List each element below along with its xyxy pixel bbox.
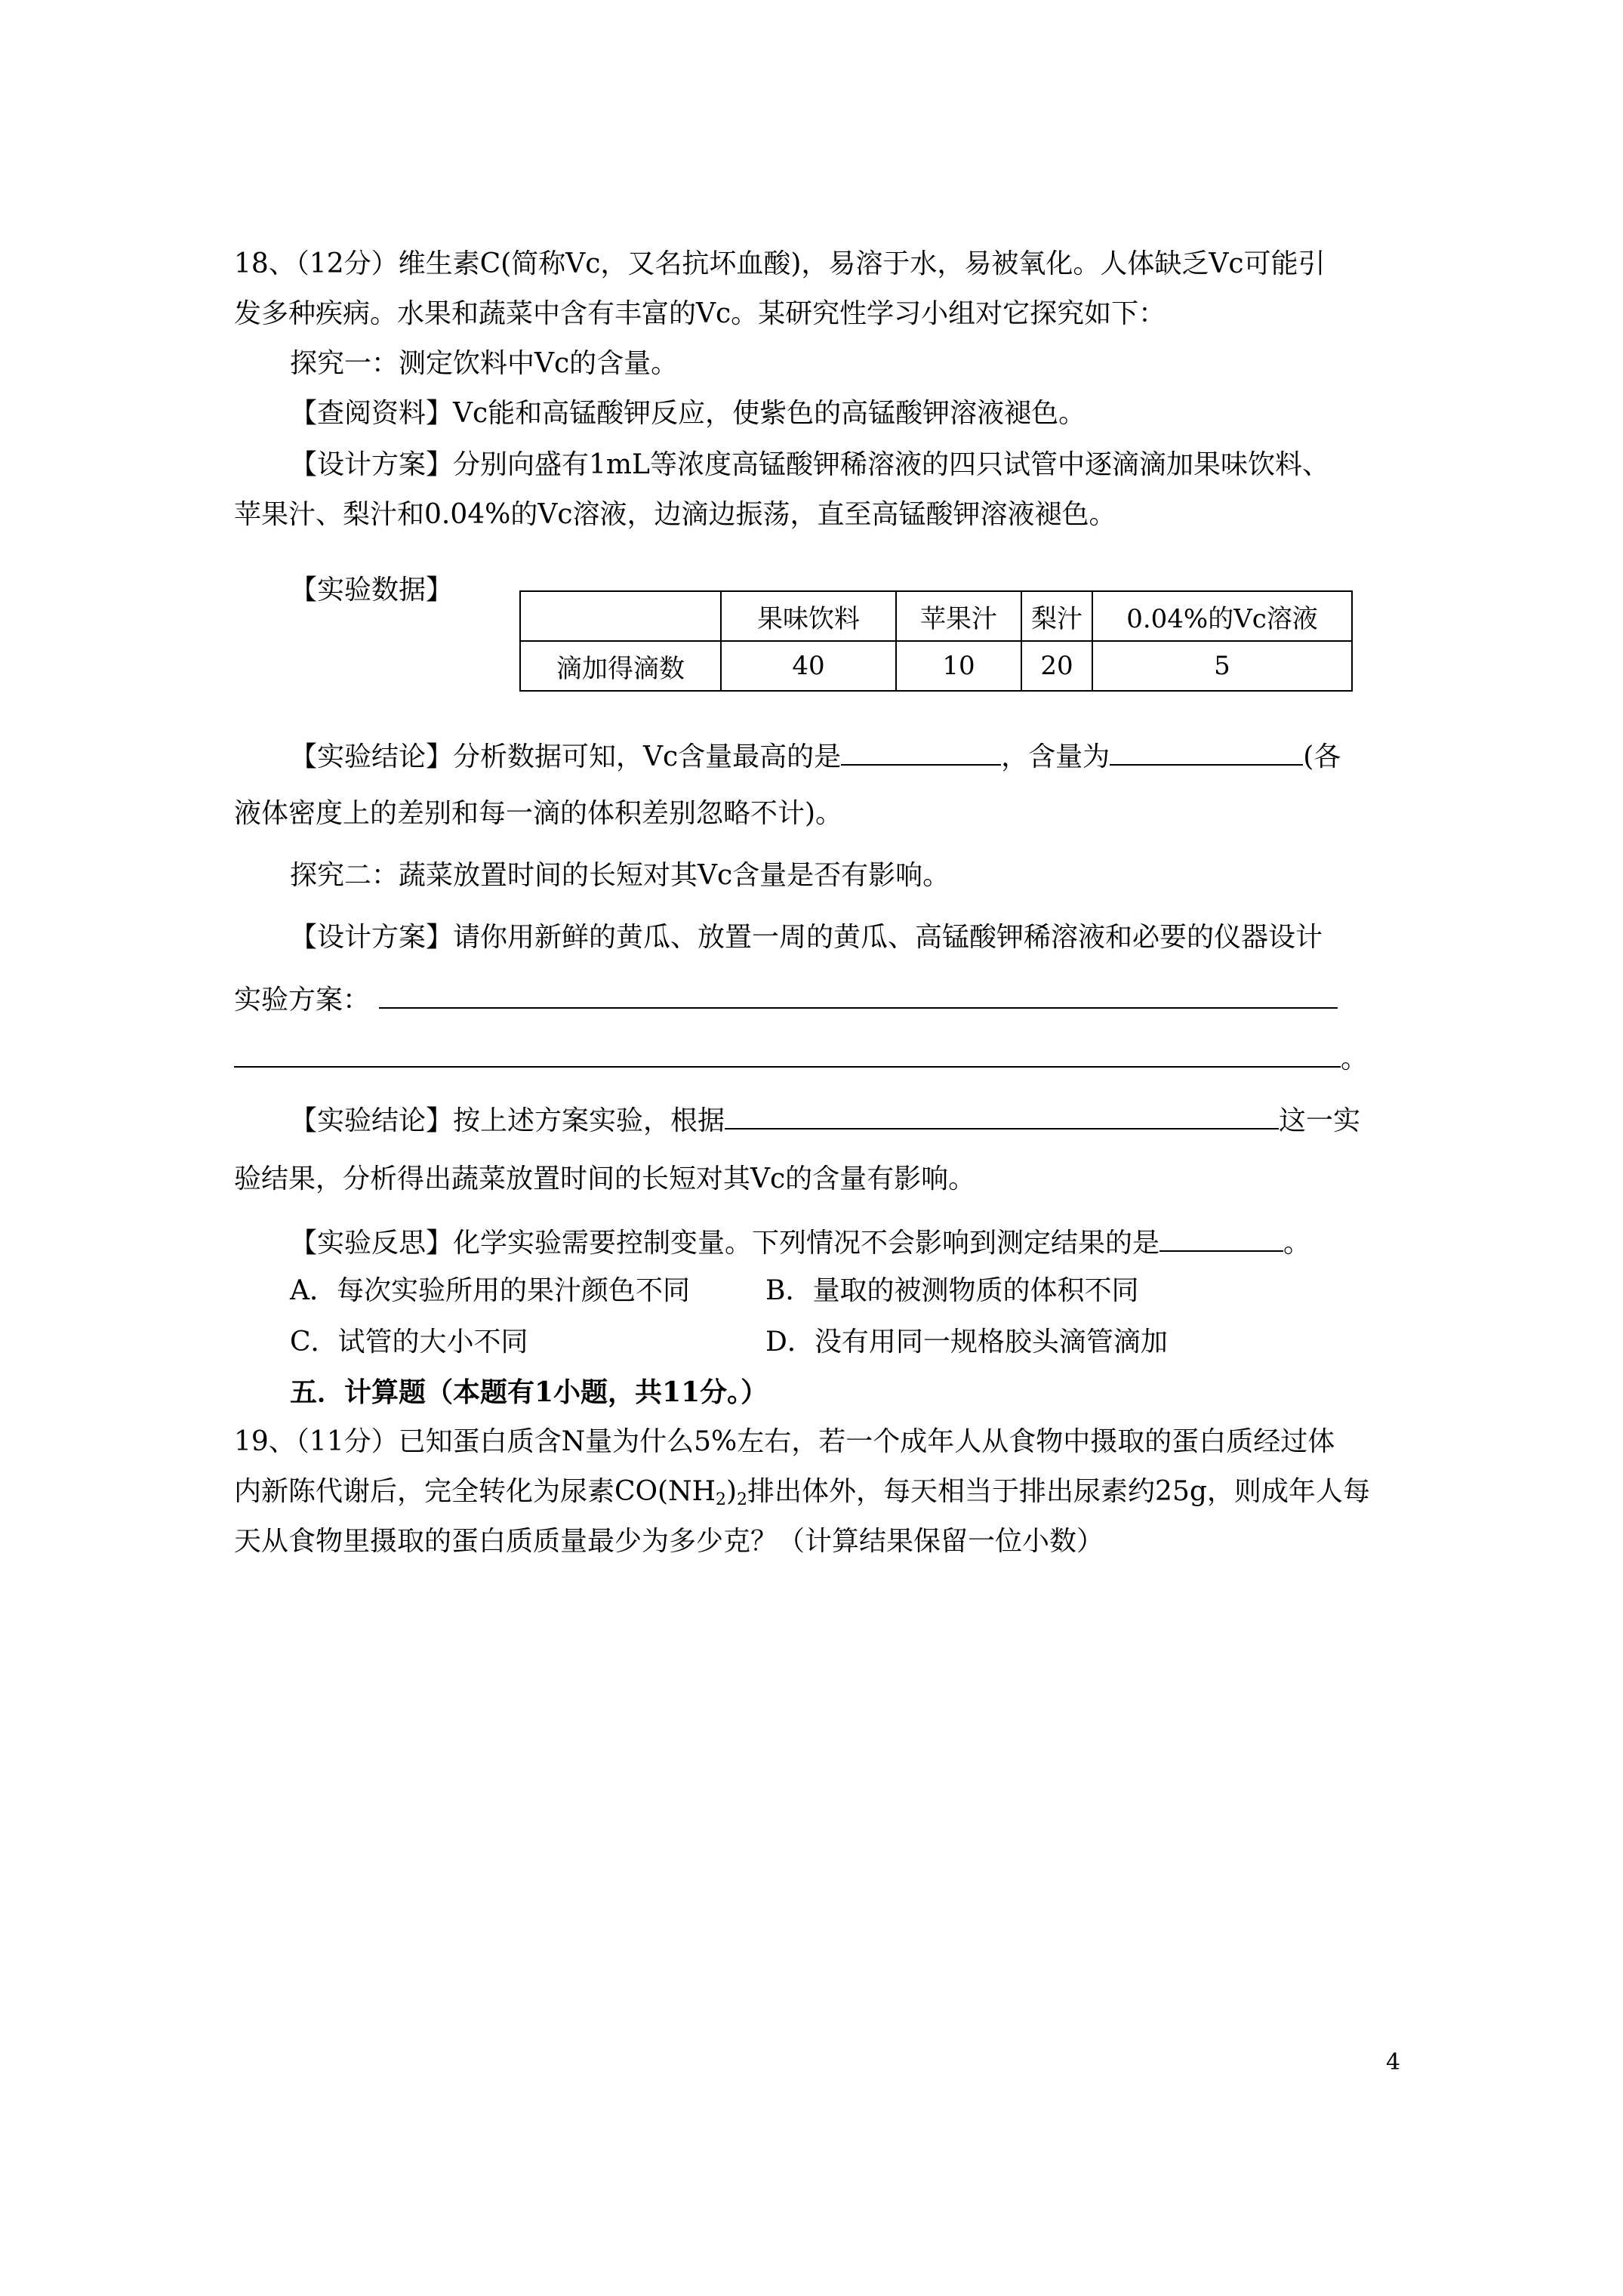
section5-heading: 五．计算题（本题有1小题，共11分。）	[290, 1376, 768, 1408]
table-cell: 5	[1092, 641, 1352, 691]
table-cell: 10	[896, 641, 1021, 691]
design2-line2	[234, 980, 1338, 1019]
design2-label: 实验方案：	[234, 985, 371, 1015]
answer-blank-reflection[interactable]	[1160, 1223, 1283, 1252]
table-header-cell: 0.04%的Vc溶液	[1092, 591, 1352, 641]
explore1-heading: 探究一：测定饮料中Vc的含量。	[290, 348, 679, 379]
table-row-label: 滴加得滴数	[520, 641, 721, 691]
explore2-heading: 探究二：蔬菜放置时间的长短对其Vc含量是否有影响。	[290, 860, 950, 891]
conclusion2-line1	[290, 1101, 1360, 1139]
page-number: 4	[1386, 2049, 1401, 2076]
conclusion2-text-b: 这一实	[1279, 1105, 1361, 1136]
table-row	[520, 641, 1352, 691]
table-header-cell	[520, 591, 721, 641]
conclusion2-line2: 验结果，分析得出蔬菜放置时间的长短对其Vc的含量有影响。	[234, 1163, 976, 1194]
conclusion1-line1	[290, 737, 1341, 775]
table-header-row	[520, 591, 1352, 641]
option-c: C．试管的大小不同	[290, 1327, 528, 1358]
q18-line2: 发多种疾病。水果和蔬菜中含有丰富的Vc。某研究性学习小组对它探究如下：	[234, 298, 1166, 329]
design2-line3	[234, 1039, 1368, 1077]
answer-blank-design-2[interactable]	[234, 1039, 1341, 1068]
reflection-line	[290, 1223, 1310, 1262]
table-cell: 20	[1021, 641, 1092, 691]
design1-line1: 【设计方案】分别向盛有1mL等浓度高锰酸钾稀溶液的四只试管中逐滴滴加果味饮料、	[290, 449, 1329, 480]
q19-subscript: 2	[716, 1490, 726, 1509]
option-d: D．没有用同一规格胶头滴管滴加	[765, 1327, 1168, 1358]
conclusion1-line2: 液体密度上的差别和每一滴的体积差别忽略不计)。	[234, 798, 843, 829]
reflection-end: 。	[1283, 1228, 1311, 1259]
design1-line2: 苹果汁、梨汁和0.04%的Vc溶液，边滴边振荡，直至高锰酸钾溶液褪色。	[234, 499, 1116, 530]
q19-subscript: 2	[737, 1490, 748, 1509]
conclusion1-text-a: 【实验结论】分析数据可知，Vc含量最高的是	[290, 741, 842, 772]
q19-line2	[234, 1474, 1370, 1518]
answer-blank-content[interactable]	[1110, 737, 1303, 766]
q19-line3: 天从食物里摄取的蛋白质质量最少为多少克？（计算结果保留一位小数）	[234, 1526, 1104, 1557]
q19-line2-c: 排出体外，每天相当于排出尿素约25g，则成年人每	[747, 1476, 1370, 1507]
q19-line2-b: )	[726, 1476, 738, 1507]
table-header-cell: 苹果汁	[896, 591, 1021, 641]
answer-blank-result[interactable]	[725, 1101, 1279, 1130]
design2-end: 。	[1341, 1043, 1369, 1074]
data-table	[519, 590, 1353, 692]
conclusion1-text-c: (各	[1303, 741, 1341, 772]
conclusion2-text-a: 【实验结论】按上述方案实验，根据	[290, 1105, 725, 1136]
design2-line1: 【设计方案】请你用新鲜的黄瓜、放置一周的黄瓜、高锰酸钾稀溶液和必要的仪器设计	[290, 922, 1323, 953]
data-label: 【实验数据】	[290, 575, 454, 606]
q19-line2-a: 内新陈代谢后，完全转化为尿素CO(NH	[234, 1476, 716, 1507]
q19-line1: 19、（11分）已知蛋白质含N量为什么5%左右，若一个成年人从食物中摄取的蛋白质经过体	[234, 1426, 1335, 1457]
info-text: 【查阅资料】Vc能和高锰酸钾反应，使紫色的高锰酸钾溶液褪色。	[290, 398, 1086, 429]
option-b: B．量取的被测物质的体积不同	[765, 1275, 1139, 1306]
table-header-cell: 果味饮料	[721, 591, 896, 641]
answer-blank-highest[interactable]	[841, 737, 1001, 766]
table-cell: 40	[721, 641, 896, 691]
answer-blank-design-1[interactable]	[379, 980, 1338, 1009]
reflection-text: 【实验反思】化学实验需要控制变量。下列情况不会影响到测定结果的是	[290, 1228, 1160, 1259]
table-header-cell: 梨汁	[1021, 591, 1092, 641]
q18-line1: 18、（12分）维生素C(简称Vc，又名抗坏血酸)，易溶于水，易被氧化。人体缺乏Vc可能引	[234, 248, 1326, 279]
option-a: A．每次实验所用的果汁颜色不同	[290, 1275, 690, 1306]
conclusion1-text-b: ，含量为	[1001, 741, 1110, 772]
